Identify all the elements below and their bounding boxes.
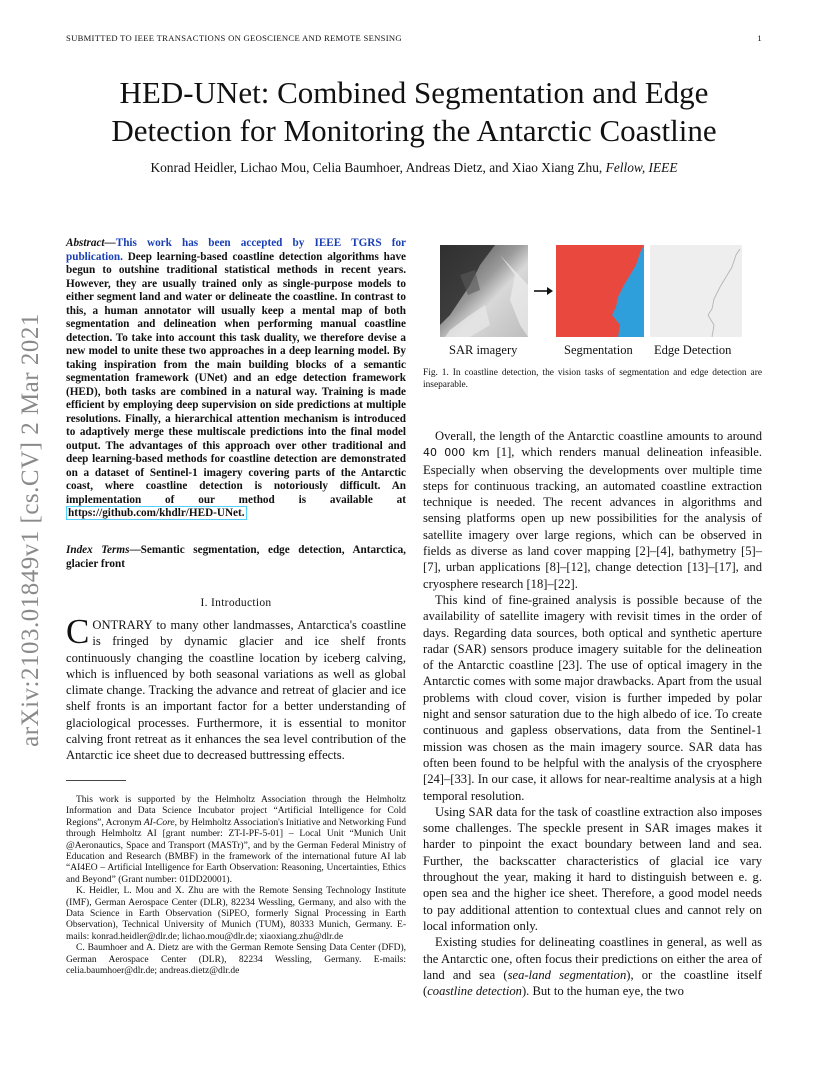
segmentation-panel <box>556 245 644 337</box>
section-heading-introduction: I. Introduction <box>200 597 272 609</box>
author-names: Konrad Heidler, Lichao Mou, Celia Baumhoer, Andreas Dietz, and Xiao Xiang Zhu, <box>150 160 603 175</box>
paragraph-2: This kind of fine-grained analysis is possible because of the availability of satellite imagery with revisit times in the order of days. Regarding data sources, both optical and synthetic aperture radar (SAR) sensors produce imagery suitable for the delineation of the Antarctic coastline [23]. The use of optical imagery in the Antarctic comes with some major drawbacks. Apart from the usual problems with cloud cover, vision is further impeded by polar night and sensor saturation due to the high albedo of ice. To create continuous and gapless observations, data from the Sentinel-1 mission was chosen as the main imagery source. SAR data has often been found to be helpful with the analysis of the cryosphere [24]–[33]. In our case, it allows for near-realtime analysis at a high temporal resolution. <box>423 592 762 803</box>
abstract: Abstract—This work has been accepted by IEEE TGRS for publication. Deep learning-based coastline detection algorithms have begun to outshine traditional statistical methods in recent years. However, they are usually trained only as single-purpose models to either segment land and water or delineate the coastline. In contrast to this, a human annotator will usually keep a mental map of both segmentation and delineation when performing manual coastline detection. To take into account this task duality, we therefore devise a new model to unite these two approaches in a deep learning model. By taking inspiration from the main building blocks of a semantic segmentation framework (UNet) and an edge detection framework (HED), both tasks are combined in a natural way. Training is made efficient by employing deep supervision on side predictions at multiple resolutions. Finally, a hierarchical attention mechanism is introduced to adaptively merge these multiscale predictions into the final model output. The advantages of this approach over other traditional and deep learning-based methods for coastline detection are demonstrated on a dataset of Sentinel-1 imagery covering parts of the Antarctic coast, where coastline detection is notoriously difficult. An implementation of our method is available at https://github.com/khdlr/HED-UNet. <box>66 237 407 519</box>
index-terms-label: Index Terms <box>66 544 130 556</box>
introduction-paragraph <box>66 612 406 764</box>
arxiv-stamp <box>16 290 46 770</box>
author-suffix: Fellow, IEEE <box>605 160 678 175</box>
intro-first-word: ONTRARY <box>92 618 153 632</box>
edge-detection-panel <box>650 245 742 337</box>
funding-footnote: This work is supported by the Helmholtz Association through the Helmholtz Information and Data Science Incubator project “Artificial Intelligence for Cold Regions”, Acronym AI-Core, by Helmholtz Association's Initiative and Networking Fund through Helmholtz AI [grant number: ZT-I-PF-5-01] – Local Unit “Munich Unit @Aeronautics, Space and Transport (MASTr)”, and by the German Federal Ministry of Education and Research (BMBF) in the framework of the international future AI lab “AI4EO – Artificial Intelligence for Earth Observation: Reasoning, Uncertainties, Ethics and Beyond” (Grant number: 01DD20001). <box>66 795 407 885</box>
paper-title <box>60 74 768 150</box>
arrow-icon <box>532 285 554 297</box>
label-sar: SAR imagery <box>449 343 518 357</box>
arxiv-stamp-text: arXiv:2103.01849v1 [cs.CV] 2 Mar 2021 <box>17 313 44 747</box>
label-segmentation: Segmentation <box>564 343 633 357</box>
title-line-2: Detection for Monitoring the Antarctic Coastline <box>111 113 717 148</box>
affiliation-footnote-2: C. Baumhoer and A. Dietz are with the German Remote Sensing Data Center (DFD), German Aerospace Center (DLR), 82234 Wessling, Germany. E-mails: celia.baumhoer@dlr.de; andreas.dietz@dlr.de <box>66 943 406 977</box>
abstract-text: Deep learning-based coastline detection algorithms have begun to outshine traditional statistical methods in recent years. However, they are usually trained only as single-purpose models to either segment land and water or delineate the coastline. In contrast to this, a human annotator will usually keep a mental map of both segmentation and delineation when performing manual coastline detection. To take into account this task duality, we therefore devise a new model to unite these two approaches in a deep learning model. By taking inspiration from the main building blocks of a semantic segmentation framework (UNet) and an edge detection framework (HED), both tasks are combined in a natural way. Training is made efficient by employing deep supervision on side predictions at multiple resolutions. Finally, a hierarchical attention mechanism is introduced to adaptively merge these multiscale predictions into the final model output. The advantages of this approach over other traditional and deep learning-based methods for coastline detection are demonstrated on a dataset of Sentinel-1 imagery covering parts of the Antarctic coast, where coastline detection is notoriously difficult. An implementation of our method is available at <box>66 250 407 506</box>
right-column-body <box>423 428 762 999</box>
journal-name: SUBMITTED TO IEEE TRANSACTIONS ON GEOSCIENCE AND REMOTE SENSING <box>66 33 402 43</box>
caption-text: In coastline detection, the vision tasks of segmentation and edge detection are inseparable. <box>423 368 763 390</box>
footnotes <box>66 795 406 978</box>
index-terms-text: Semantic segmentation, edge detection, Antarctica, glacier front <box>66 544 406 570</box>
abstract-label: Abstract <box>66 237 105 249</box>
code-url-link[interactable]: https://github.com/khdlr/HED-UNet. <box>68 507 245 519</box>
label-edge-detection: Edge Detection <box>654 343 732 357</box>
index-terms: Index Terms—Semantic segmentation, edge detection, Antarctica, glacier front <box>66 544 406 570</box>
paragraph-1: Overall, the length of the Antarctic coastline amounts to around 40 000 km [1], which renders manual delineation infeasible. Especially when observing the developments over multiple time steps for continuous tracking, an automated coastline extraction technique is needed. The recent advances in algorithms and sensing platforms open up new possibilities for the analysis of satellite imagery over large regions, which can be observed in fields as diverse as land cover mapping [2]–[4], bathymetry [5]–[7], urban applications [8]–[12], change detection [13]–[17], and cryosphere research [18]–[22]. <box>423 429 763 591</box>
author-list <box>60 160 768 176</box>
caption-label: Fig. 1. <box>423 368 449 378</box>
accepted-note-link[interactable]: This work has been accepted by IEEE TGRS for publication. <box>66 237 406 263</box>
intro-text: to many other landmasses, Antarctica's coastline is fringed by dynamic glacier and ice shelf fronts continuously changing the coastline location by iceberg calving, which is influenced by both seasonal variations as well as global climate change. Tracking the advance and retreat of glacier and ice shelf fronts is an important factor for a better understanding of glaciological processes. Furthermore, it is essential to monitor calving front retreat as it enhances the sea level contribution of the Antarctic ice sheet due to decreased buttressing effects. <box>66 618 406 763</box>
coastline-length: 40 000 km <box>423 446 490 460</box>
figure-1-caption <box>423 368 762 391</box>
sar-image-panel <box>440 245 528 337</box>
footnote-rule <box>66 780 126 781</box>
paragraph-3: Using SAR data for the task of coastline extraction also imposes some challenges. The speckle present in SAR images makes it harder to pinpoint the exact boundary between land and sea. Further, the backscatter characteristics of glacial ice vary throughout the year, making it hard to distinguish between e. g. open sea and the higher ice sheet. Therefore, a good model needs to pay additional attention to contextual clues and cannot rely on local information only. <box>423 804 762 933</box>
drop-cap: C <box>66 612 90 651</box>
figure-1 <box>440 245 745 345</box>
paragraph-4: Existing studies for delineating coastlines in general, as well as the Antarctic one, often focus their predictions on either the area of land and sea (sea-land segmentation), or the coastline itself (coastline detection). But to the human eye, the two <box>423 935 762 999</box>
running-header <box>66 33 762 43</box>
title-line-1: HED-UNet: Combined Segmentation and Edge <box>119 75 709 110</box>
page-number: 1 <box>757 33 762 43</box>
affiliation-footnote-1: K. Heidler, L. Mou and X. Zhu are with the Remote Sensing Technology Institute (IMF), German Aerospace Center (DLR), 82234 Wessling, Germany, and also with the Data Science in Earth Observation (SiPEO, formerly Signal Processing in Earth Observation), Technical University of Munich (TUM), 80333 Munich, Germany. E-mails: konrad.heidler@dlr.de; lichao.mou@dlr.de; xiaoxiang.zhu@dlr.de <box>66 886 406 942</box>
